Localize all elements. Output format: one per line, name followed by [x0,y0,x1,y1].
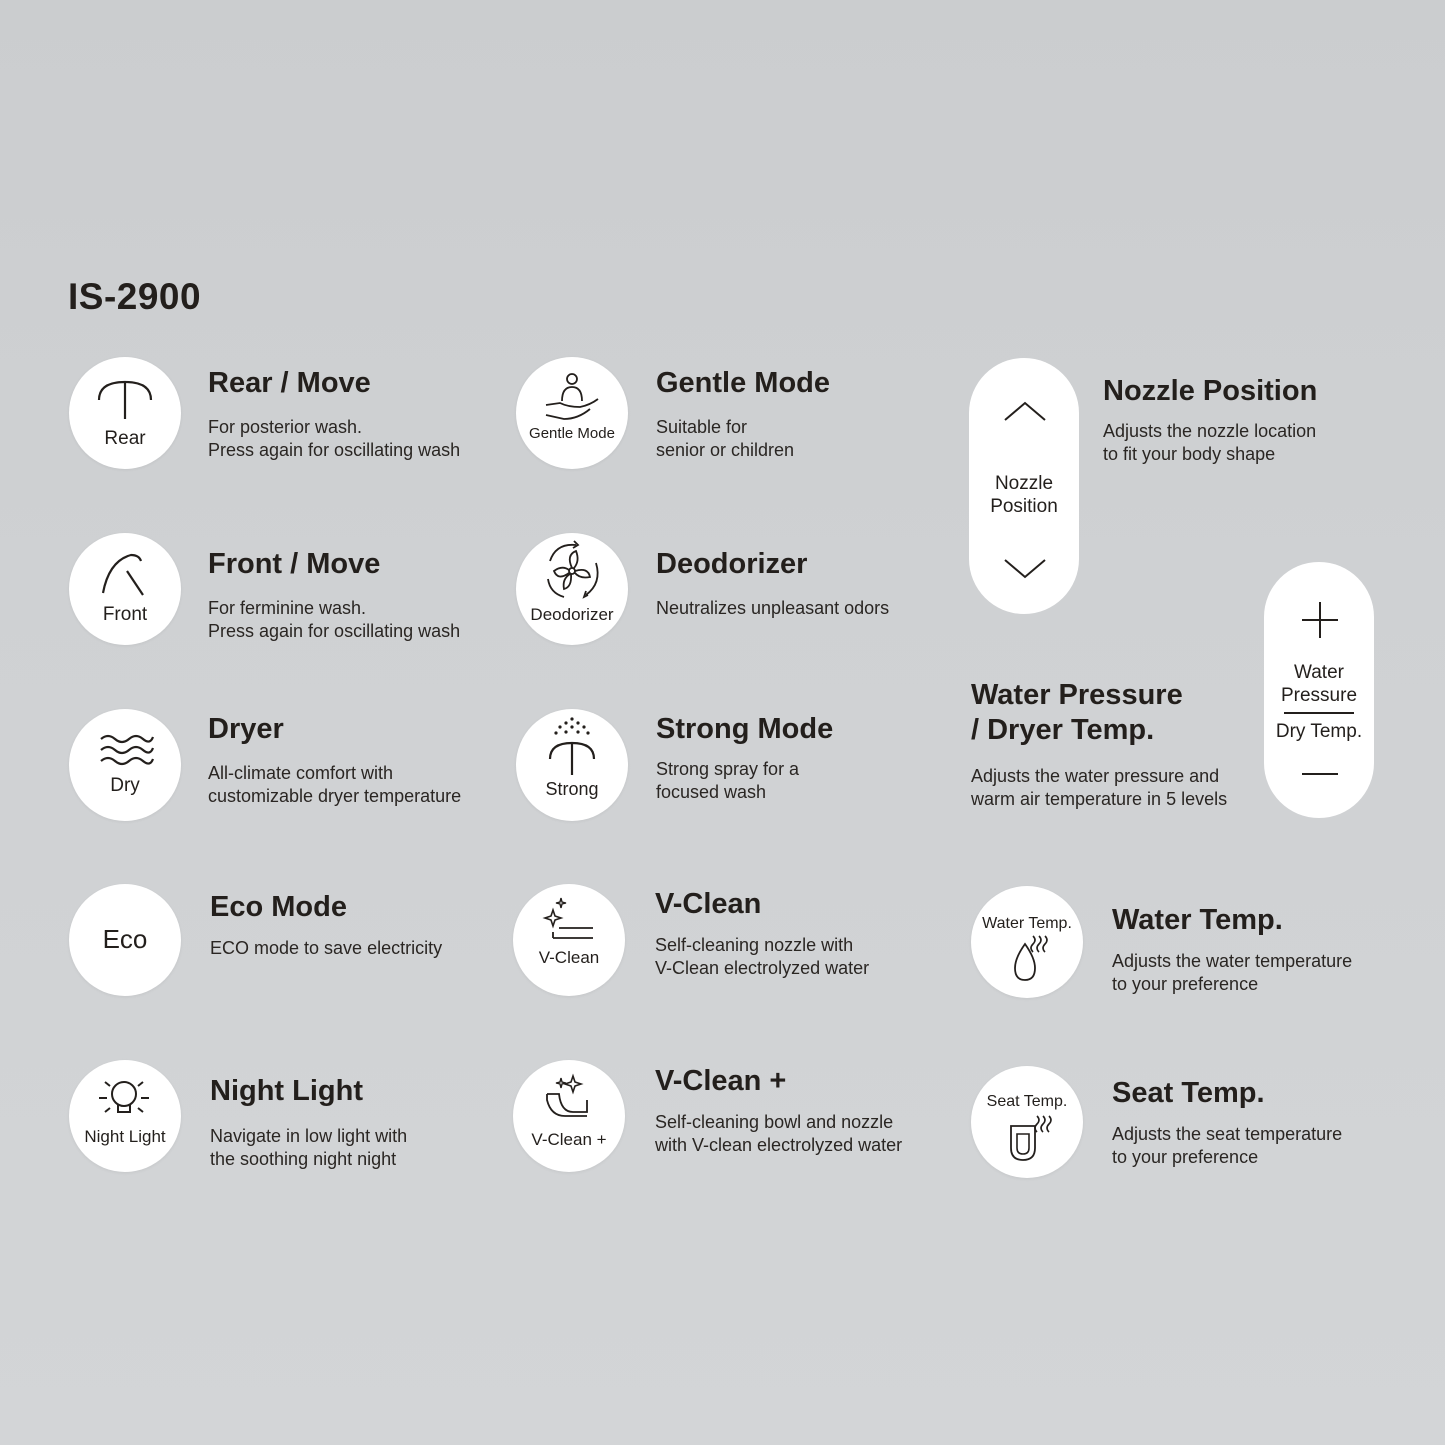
dryer-title: Dryer [208,713,284,745]
v-clean-description: Self-cleaning nozzle with V-Clean electrolyzed water [655,935,870,978]
water-temp-label: Water Temp. [982,915,1072,932]
chevron-up-icon [1005,403,1045,420]
pressure-dry-temp-control[interactable] [1264,562,1374,818]
seat-temp-button[interactable] [971,1066,1083,1178]
water-pressure-description: Adjusts the water pressure and warm air temperature in 5 levels [971,766,1228,809]
v-clean-plus-button[interactable] [513,1060,625,1172]
nozzle-position-description: Adjusts the nozzle location to fit your body shape [1103,421,1317,464]
v-clean-title: V-Clean [655,888,762,920]
seat-temp-title: Seat Temp. [1112,1077,1265,1109]
strong-mode-description: Strong spray for a focused wash [656,759,800,802]
nozzle-position-label: Nozzle Position [990,473,1058,517]
night-light-label: Night Light [84,1127,166,1146]
nozzle-position-title: Nozzle Position [1103,375,1318,407]
eco-title: Eco Mode [210,891,347,923]
front-button[interactable] [69,533,181,645]
gentle-mode-title: Gentle Mode [656,367,831,399]
hand-person-icon [516,357,628,469]
dry-button[interactable] [69,709,181,821]
night-light-description: Navigate in low light with the soothing night night [210,1126,408,1169]
front-label: Front [102,604,148,625]
rear-label: Rear [104,428,146,449]
night-light-title: Night Light [210,1075,364,1107]
night-light-button[interactable] [69,1060,181,1172]
deodorizer-label: Deodorizer [530,605,614,624]
rear-title: Rear / Move [208,367,371,399]
water-pressure-title: Water Pressure / Dryer Temp. [971,679,1183,746]
deodorizer-title: Deodorizer [656,548,808,580]
v-clean-label: V-Clean [538,948,600,967]
v-clean-button[interactable] [513,884,625,996]
front-title: Front / Move [208,548,381,580]
nozzle-position-control[interactable] [969,358,1079,614]
gentle-mode-button[interactable] [516,357,628,469]
strong-mode-title: Strong Mode [656,713,834,745]
seat-temp-label: Seat Temp. [986,1093,1068,1110]
deodorizer-description: Neutralizes unpleasant odors [656,598,890,618]
sparkle-nozzle-icon [513,884,625,996]
rear-wash-icon [69,357,181,469]
gentle-mode-description: Suitable for senior or children [656,417,795,460]
model-title: IS-2900 [68,276,202,317]
fan-cycle-icon [516,533,628,645]
dryer-description: All-climate comfort with customizable dryer temperature [208,763,462,806]
deodorizer-button[interactable] [516,533,628,645]
seat-temp-description: Adjusts the seat temperature to your preference [1112,1124,1343,1167]
water-temp-description: Adjusts the water temperature to your preference [1112,951,1353,994]
chevron-down-icon [1005,560,1045,577]
strong-spray-icon [516,709,628,821]
rear-description: For posterior wash. Press again for oscillating wash [208,417,461,460]
eco-description: ECO mode to save electricity [210,938,443,958]
strong-mode-button[interactable] [516,709,628,821]
eco-button[interactable] [69,884,181,996]
strong-label: Strong [545,779,599,799]
water-temp-title: Water Temp. [1112,904,1283,936]
plus-icon [1302,602,1338,638]
gentle-mode-label: Gentle Mode [529,425,615,442]
rear-button[interactable] [69,357,181,469]
front-description: For ferminine wash. Press again for oscillating wash [208,598,461,641]
eco-label: Eco [102,924,148,954]
water-temp-button[interactable] [971,886,1083,998]
v-clean-plus-title: V-Clean + [655,1065,787,1097]
dryer-waves-icon [69,709,181,821]
dry-temp-label: Dry Temp. [1275,721,1363,742]
front-wash-icon [69,533,181,645]
light-bulb-icon [69,1060,181,1172]
water-drop-heat-icon [971,886,1083,998]
sparkle-bowl-icon [513,1060,625,1172]
pill-divider [1284,712,1354,714]
dry-label: Dry [110,775,140,796]
v-clean-plus-label: V-Clean + [531,1130,607,1149]
water-pressure-label: Water Pressure [1280,662,1358,706]
v-clean-plus-description: Self-cleaning bowl and nozzle with V-clean electrolyzed water [655,1112,903,1155]
seat-heat-icon [971,1066,1083,1178]
